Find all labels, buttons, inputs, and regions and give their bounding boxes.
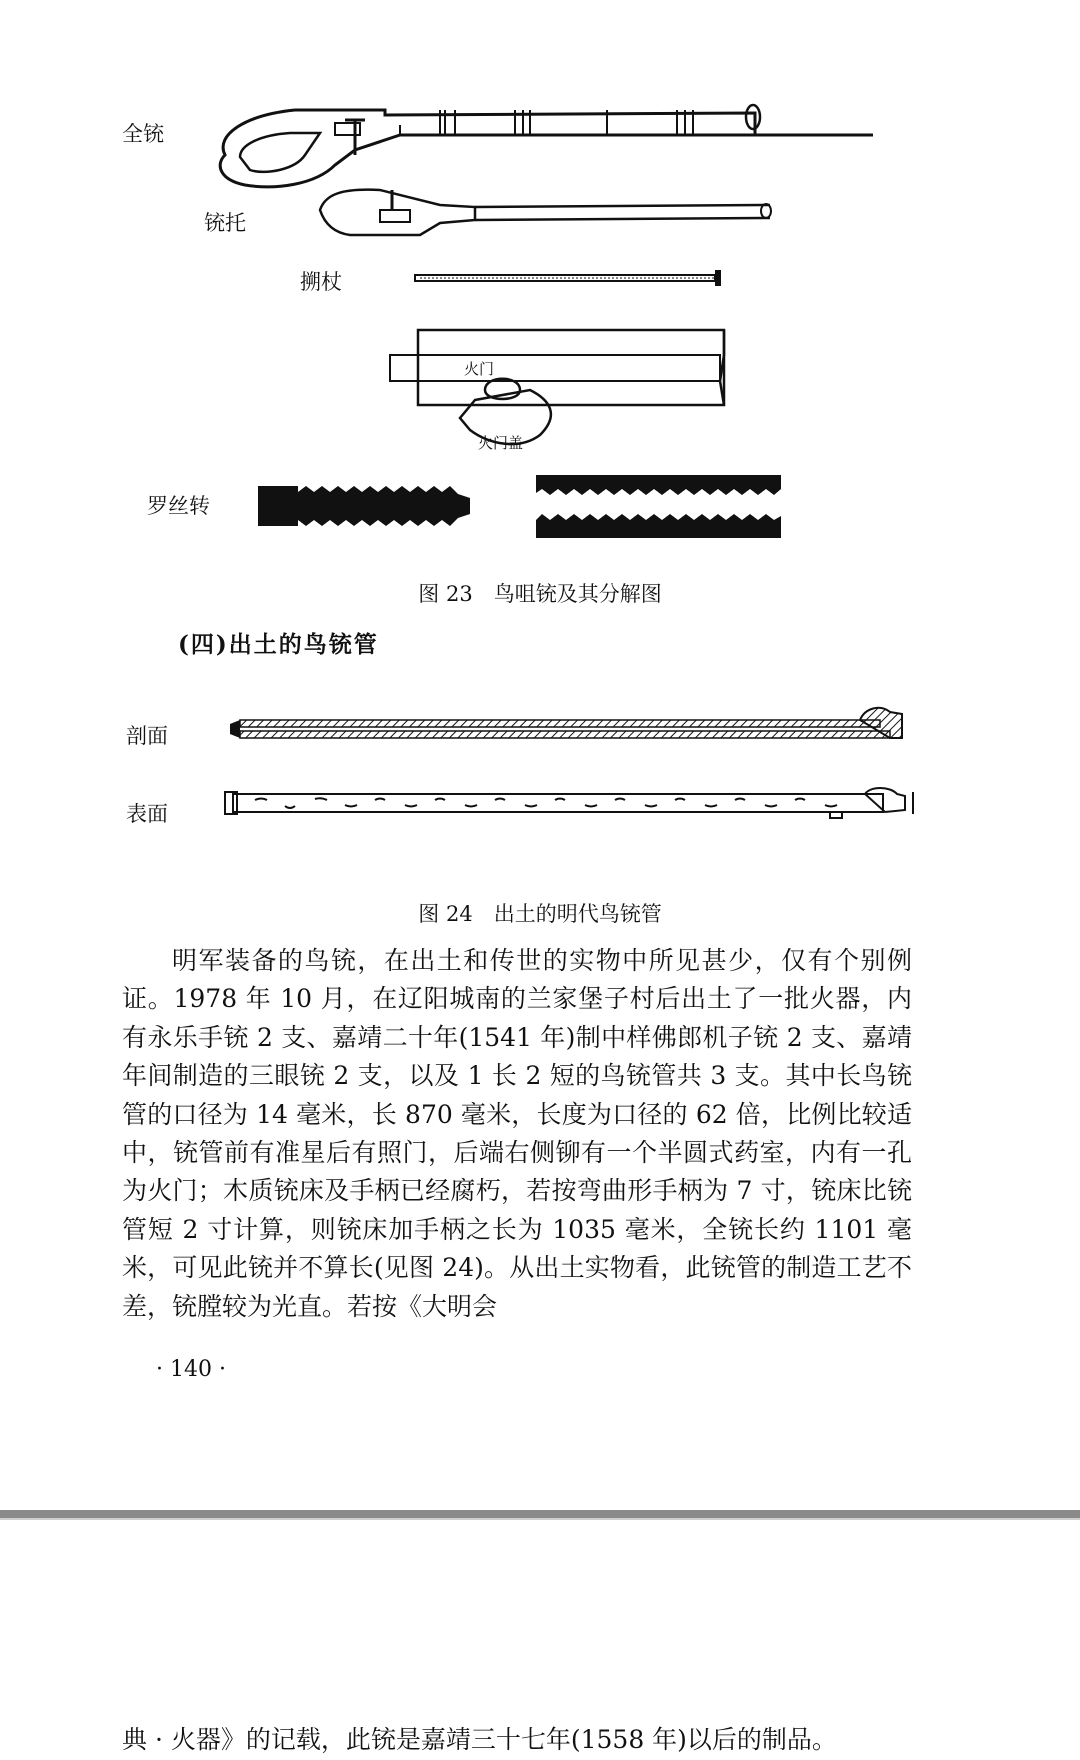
touch-hole-detail-illustration bbox=[390, 330, 735, 460]
screw-illustration bbox=[258, 484, 478, 528]
section-heading: (四)出土的鸟铳管 bbox=[178, 631, 379, 658]
continuation-text: 典 · 火器》的记载，此铳是嘉靖三十七年(1558 年)以后的制品。 bbox=[122, 1725, 837, 1754]
page-divider bbox=[0, 1510, 1080, 1518]
body-paragraph: 明军装备的鸟铳，在出土和传世的实物中所见甚少，仅有个别例证。1978 年 10 月，在辽阳城南的兰家堡子村后出土了一批火器，内有永乐手铳 2 支、嘉靖二十年(1541 年)制中样佛郎机子铳 2 支、嘉靖年间制造的三眼铳 2 支，以及 1 长 2 短的鸟铳管共 3 支。其中长鸟铳管的口径为 14 毫米，长 870 毫米，长度为口径的 62 倍，比例比较适中，铳管前有准星后有照门，后端右侧铆有一个半圆式药室，内有一孔为火门；木质铳床及手柄已经腐朽，若按弯曲形手柄为 7 寸，铳床比铳管短 2 寸计算，则铳床加手柄之长为 1035 毫米，全铳长约 1101 毫米，可见此铳并不算长(见图 24)。从出土实物看，此铳管的制造工艺不差，铳膛较为光直。若按《大明会 bbox=[122, 946, 912, 1321]
screw-socket-top-illustration bbox=[536, 475, 781, 497]
ramrod-illustration bbox=[415, 268, 725, 288]
label-touch-hole-cover: 火门盖 bbox=[478, 434, 524, 452]
body-paragraph-block bbox=[122, 942, 912, 1326]
label-stock: 铳托 bbox=[204, 211, 246, 235]
label-full-gun: 全铳 bbox=[122, 122, 164, 146]
figure-24-caption: 图 24 出土的明代鸟铳管 bbox=[418, 902, 662, 926]
barrel-surface-illustration bbox=[225, 786, 920, 822]
screw-socket-bottom-illustration bbox=[536, 512, 781, 538]
barrel-section-illustration bbox=[230, 702, 910, 744]
label-screw: 罗丝转 bbox=[147, 494, 210, 518]
stock-illustration bbox=[320, 185, 770, 245]
page-number: · 140 · bbox=[156, 1357, 226, 1382]
label-ramrod: 搠杖 bbox=[300, 270, 342, 294]
figure-23-caption: 图 23 鸟咀铳及其分解图 bbox=[418, 582, 662, 606]
label-surface-view: 表面 bbox=[126, 802, 168, 826]
label-section-view: 剖面 bbox=[126, 724, 168, 748]
label-touch-hole: 火门 bbox=[464, 360, 495, 378]
